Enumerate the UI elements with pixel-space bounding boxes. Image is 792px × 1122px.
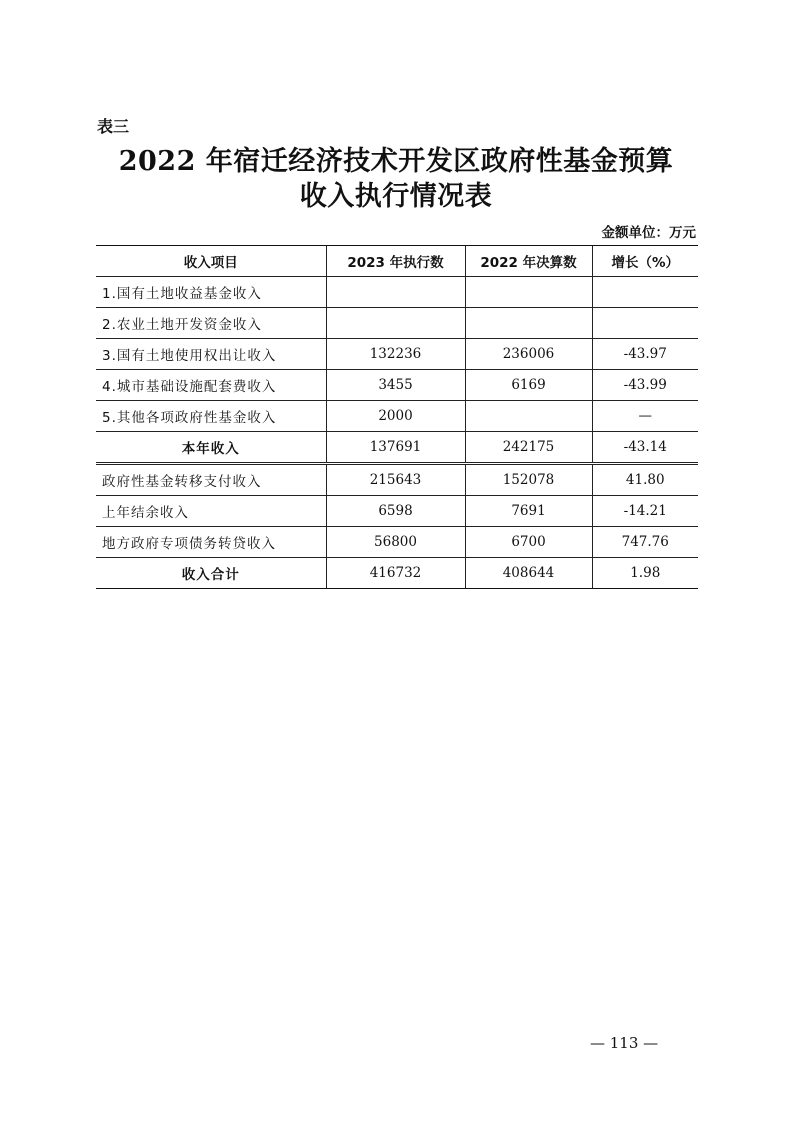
row-final-2022: 7691: [465, 496, 592, 527]
table-row: [96, 308, 698, 339]
revenue-table: [96, 245, 698, 589]
row-final-2022: 236006: [465, 339, 592, 370]
row-exec-2023: 6598: [326, 496, 465, 527]
row-item-name: 地方政府专项债务转贷收入: [96, 527, 326, 558]
total-row: [96, 558, 698, 589]
row-exec-2023: 132236: [326, 339, 465, 370]
row-exec-2023: 215643: [326, 464, 465, 496]
header-exec-2023: 2023 年执行数: [326, 246, 465, 277]
row-item-name: 上年结余收入: [96, 496, 326, 527]
row-growth: 1.98: [592, 558, 698, 589]
row-final-2022: [465, 308, 592, 339]
row-final-2022: 408644: [465, 558, 592, 589]
row-exec-2023: 2000: [326, 401, 465, 432]
row-final-2022: [465, 401, 592, 432]
row-growth: [592, 308, 698, 339]
header-final-2022: 2022 年决算数: [465, 246, 592, 277]
subtotal-row: [96, 432, 698, 464]
row-exec-2023: [326, 277, 465, 308]
row-item-name: 收入合计: [96, 558, 326, 589]
row-final-2022: 6169: [465, 370, 592, 401]
unit-note: 金额单位：万元: [601, 225, 696, 241]
row-final-2022: 6700: [465, 527, 592, 558]
row-growth: —: [592, 401, 698, 432]
table-header-row: [96, 246, 698, 277]
table-row: [96, 370, 698, 401]
table-row: [96, 464, 698, 496]
table-row: [96, 339, 698, 370]
page-number: — 113 —: [590, 1034, 659, 1052]
table-row: [96, 401, 698, 432]
page-title-line-1: 2022 年宿迁经济技术开发区政府性基金预算: [118, 146, 674, 177]
row-growth: -43.14: [592, 432, 698, 464]
row-growth: -43.97: [592, 339, 698, 370]
table-row: [96, 527, 698, 558]
row-growth: 41.80: [592, 464, 698, 496]
row-item-name: 政府性基金转移支付收入: [96, 464, 326, 496]
header-item: 收入项目: [96, 246, 326, 277]
row-growth: 747.76: [592, 527, 698, 558]
table-row: [96, 277, 698, 308]
row-item-name: 4.城市基础设施配套费收入: [96, 370, 326, 401]
row-growth: [592, 277, 698, 308]
row-exec-2023: 3455: [326, 370, 465, 401]
row-item-name: 本年收入: [96, 432, 326, 464]
row-growth: -43.99: [592, 370, 698, 401]
row-item-name: 3.国有土地使用权出让收入: [96, 339, 326, 370]
row-exec-2023: 416732: [326, 558, 465, 589]
page-title-line-2: 收入执行情况表: [299, 181, 493, 212]
table-row: [96, 496, 698, 527]
table-label: 表三: [97, 117, 130, 136]
row-exec-2023: 56800: [326, 527, 465, 558]
row-item-name: 5.其他各项政府性基金收入: [96, 401, 326, 432]
row-growth: -14.21: [592, 496, 698, 527]
row-item-name: 1.国有土地收益基金收入: [96, 277, 326, 308]
row-final-2022: [465, 277, 592, 308]
row-item-name: 2.农业土地开发资金收入: [96, 308, 326, 339]
header-growth: 增长（%）: [592, 246, 698, 277]
row-exec-2023: 137691: [326, 432, 465, 464]
row-final-2022: 242175: [465, 432, 592, 464]
row-exec-2023: [326, 308, 465, 339]
row-final-2022: 152078: [465, 464, 592, 496]
